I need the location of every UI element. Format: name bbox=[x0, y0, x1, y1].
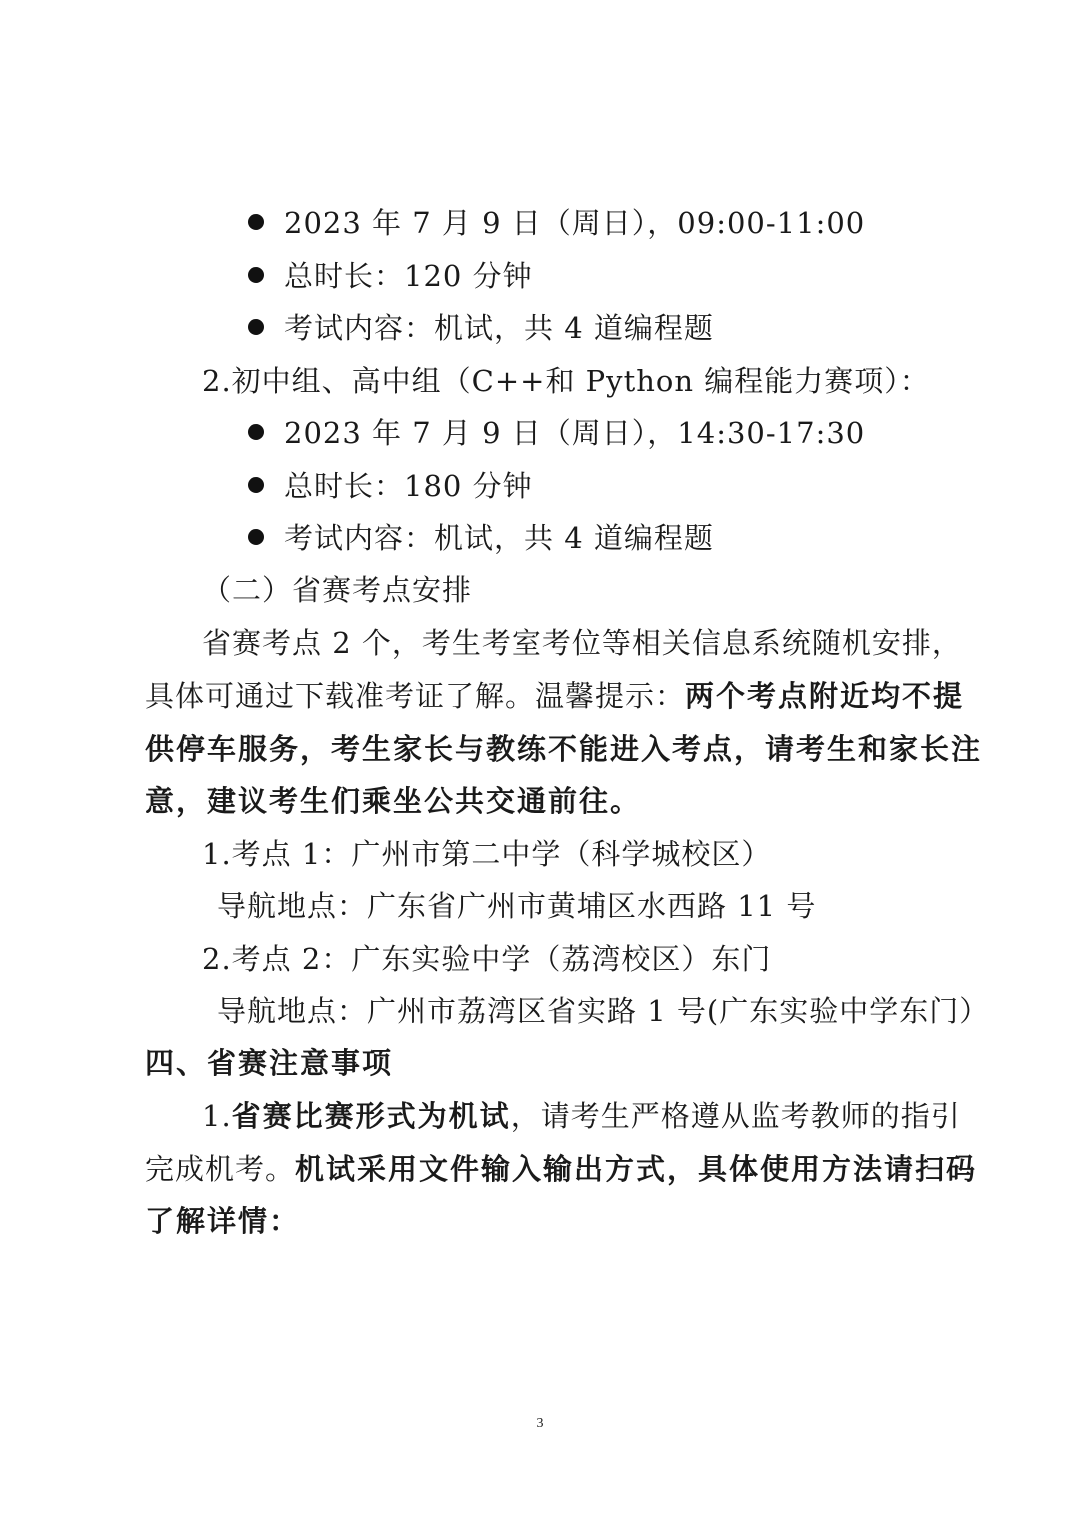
para2-line1 bbox=[202, 1096, 961, 1136]
bullet-text: 2023 年 7 月 9 日（周日），14:30-17:30 bbox=[284, 416, 866, 450]
bullet-item bbox=[248, 308, 714, 348]
bullet-item bbox=[248, 413, 865, 453]
para1-line3: 供停车服务，考生家长与教练不能进入考点，请考生和家长注 bbox=[145, 732, 983, 766]
bullet-text: 总时长：180 分钟 bbox=[284, 469, 533, 503]
para2-line3: 了解详情： bbox=[145, 1204, 301, 1238]
para2-normal1: ，请考生严格遵从监考教师的指引 bbox=[510, 1099, 961, 1133]
bullet-text: 2023 年 7 月 9 日（周日），09:00-11:00 bbox=[284, 206, 866, 240]
bullet-dot-icon bbox=[248, 319, 264, 335]
item2-heading: 2.初中组、高中组（C++和 Python 编程能力赛项）： bbox=[202, 364, 930, 398]
bullet-item bbox=[248, 256, 533, 296]
venue1-nav: 导航地点：广东省广州市黄埔区水西路 11 号 bbox=[217, 889, 817, 923]
section4-heading: 四、省赛注意事项 bbox=[145, 1046, 394, 1080]
para2-bold2: 机试采用文件输入输出方式，具体使用方法请扫码 bbox=[295, 1152, 978, 1186]
para1-line1: 省赛考点 2 个，考生考室考位等相关信息系统随机安排， bbox=[202, 626, 962, 660]
para1-line4: 意，建议考生们乘坐公共交通前往。 bbox=[145, 784, 642, 818]
page-number: 3 bbox=[536, 1416, 544, 1431]
bullet-text: 总时长：120 分钟 bbox=[284, 259, 533, 293]
para1-line2-bold: 两个考点附近均不提 bbox=[685, 679, 965, 713]
para2-bold1: 省赛比赛形式为机试 bbox=[231, 1099, 511, 1133]
para1-line2-normal: 具体可通过下载准考证了解。温馨提示： bbox=[145, 679, 686, 713]
section2-heading: （二）省赛考点安排 bbox=[202, 573, 473, 607]
venue2-title: 2.考点 2：广东实验中学（荔湾校区）东门 bbox=[202, 942, 772, 976]
bullet-item bbox=[248, 466, 533, 506]
para1-line2 bbox=[145, 676, 964, 716]
para2-line2 bbox=[145, 1149, 977, 1189]
bullet-dot-icon bbox=[248, 529, 264, 545]
para2-normal2: 完成机考。 bbox=[145, 1152, 296, 1186]
bullet-dot-icon bbox=[248, 477, 264, 493]
bullet-item bbox=[248, 203, 865, 243]
para2-prefix: 1. bbox=[202, 1099, 232, 1133]
bullet-dot-icon bbox=[248, 267, 264, 283]
venue2-nav: 导航地点：广州市荔湾区省实路 1 号(广东实验中学东门） bbox=[217, 994, 990, 1028]
bullet-dot-icon bbox=[248, 214, 264, 230]
bullet-text: 考试内容：机试，共 4 道编程题 bbox=[284, 311, 714, 345]
bullet-item bbox=[248, 518, 714, 558]
venue1-title: 1.考点 1：广州市第二中学（科学城校区） bbox=[202, 837, 772, 871]
bullet-text: 考试内容：机试，共 4 道编程题 bbox=[284, 521, 714, 555]
bullet-dot-icon bbox=[248, 424, 264, 440]
